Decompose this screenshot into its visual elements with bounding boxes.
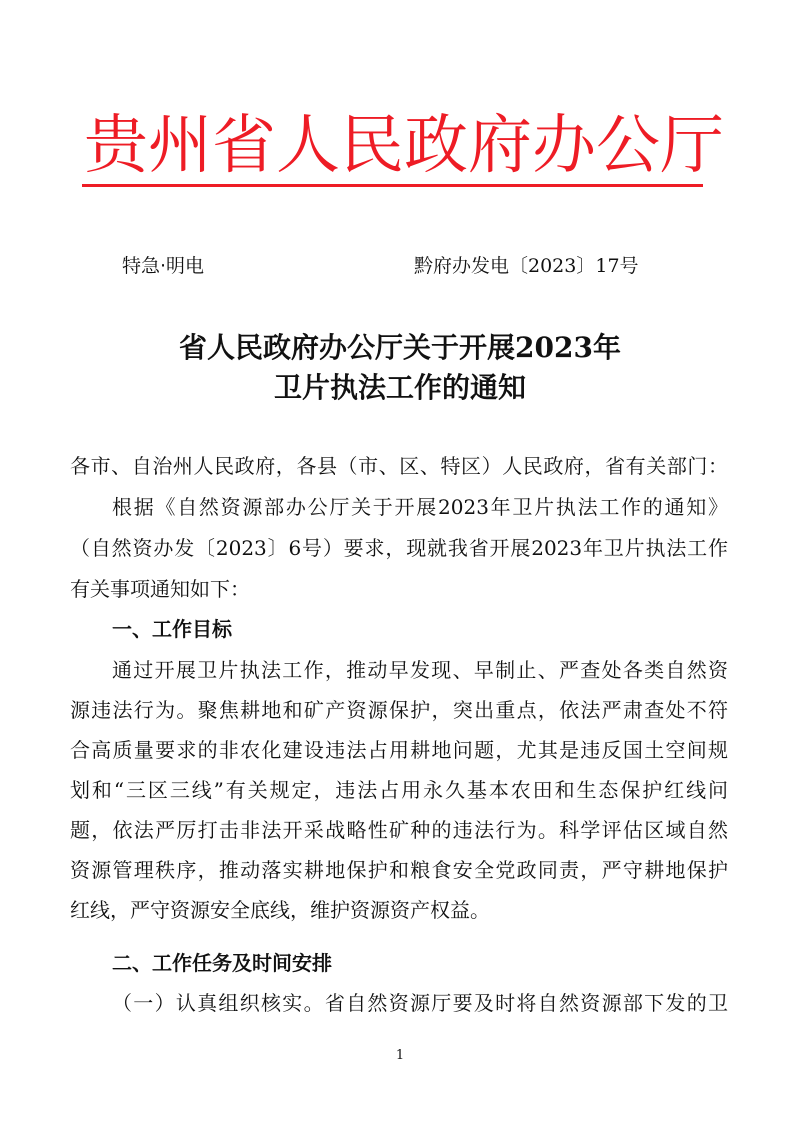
paragraph-line: 合高质量要求的非农化建设违法占用耕地问题，尤其是违反国土空间规 xyxy=(70,738,728,762)
paragraph-line: 有关事项通知如下： xyxy=(70,577,250,601)
page-number: 1 xyxy=(395,1048,405,1063)
section-heading: 一、工作目标 xyxy=(112,617,232,641)
paragraph-line: （自然资办发〔2023〕6号）要求，现就我省开展2023年卫片执法工作 xyxy=(70,536,728,560)
paragraph-line: （一）认真组织核实。省自然资源厅要及时将自然资源部下发的卫 xyxy=(112,991,728,1015)
urgency-label: 特急·明电 xyxy=(122,255,205,277)
paragraph-line: 资源管理秩序，推动落实耕地保护和粮食安全党政同责，严守耕地保护 xyxy=(70,858,728,882)
paragraph-line: 题，依法严厉打击非法开采战略性矿种的违法行为。科学评估区域自然 xyxy=(70,818,728,842)
document-number: 黔府办发电〔2023〕17号 xyxy=(414,255,639,277)
paragraph-line: 源违法行为。聚焦耕地和矿产资源保护，突出重点，依法严肃查处不符 xyxy=(70,698,728,722)
document-title-line1: 省人民政府办公厅关于开展2023年 xyxy=(179,331,621,364)
paragraph-line: 红线，严守资源安全底线，维护资源资产权益。 xyxy=(70,898,490,922)
paragraph-line: 根据《自然资源部办公厅关于开展2023年卫片执法工作的通知》 xyxy=(112,495,728,519)
masthead-title: 贵州省人民政府办公厅 xyxy=(84,109,724,183)
document-title-line2: 卫片执法工作的通知 xyxy=(273,371,526,404)
salutation: 各市、自治州人民政府，各县（市、区、特区）人民政府，省有关部门： xyxy=(70,454,728,478)
masthead-divider xyxy=(82,184,703,187)
section-heading: 二、工作任务及时间安排 xyxy=(112,951,332,975)
paragraph-line: 划和“三区三线”有关规定，违法占用永久基本农田和生态保护红线问 xyxy=(70,778,728,802)
paragraph-line: 通过开展卫片执法工作，推动早发现、早制止、严查处各类自然资 xyxy=(112,658,728,682)
